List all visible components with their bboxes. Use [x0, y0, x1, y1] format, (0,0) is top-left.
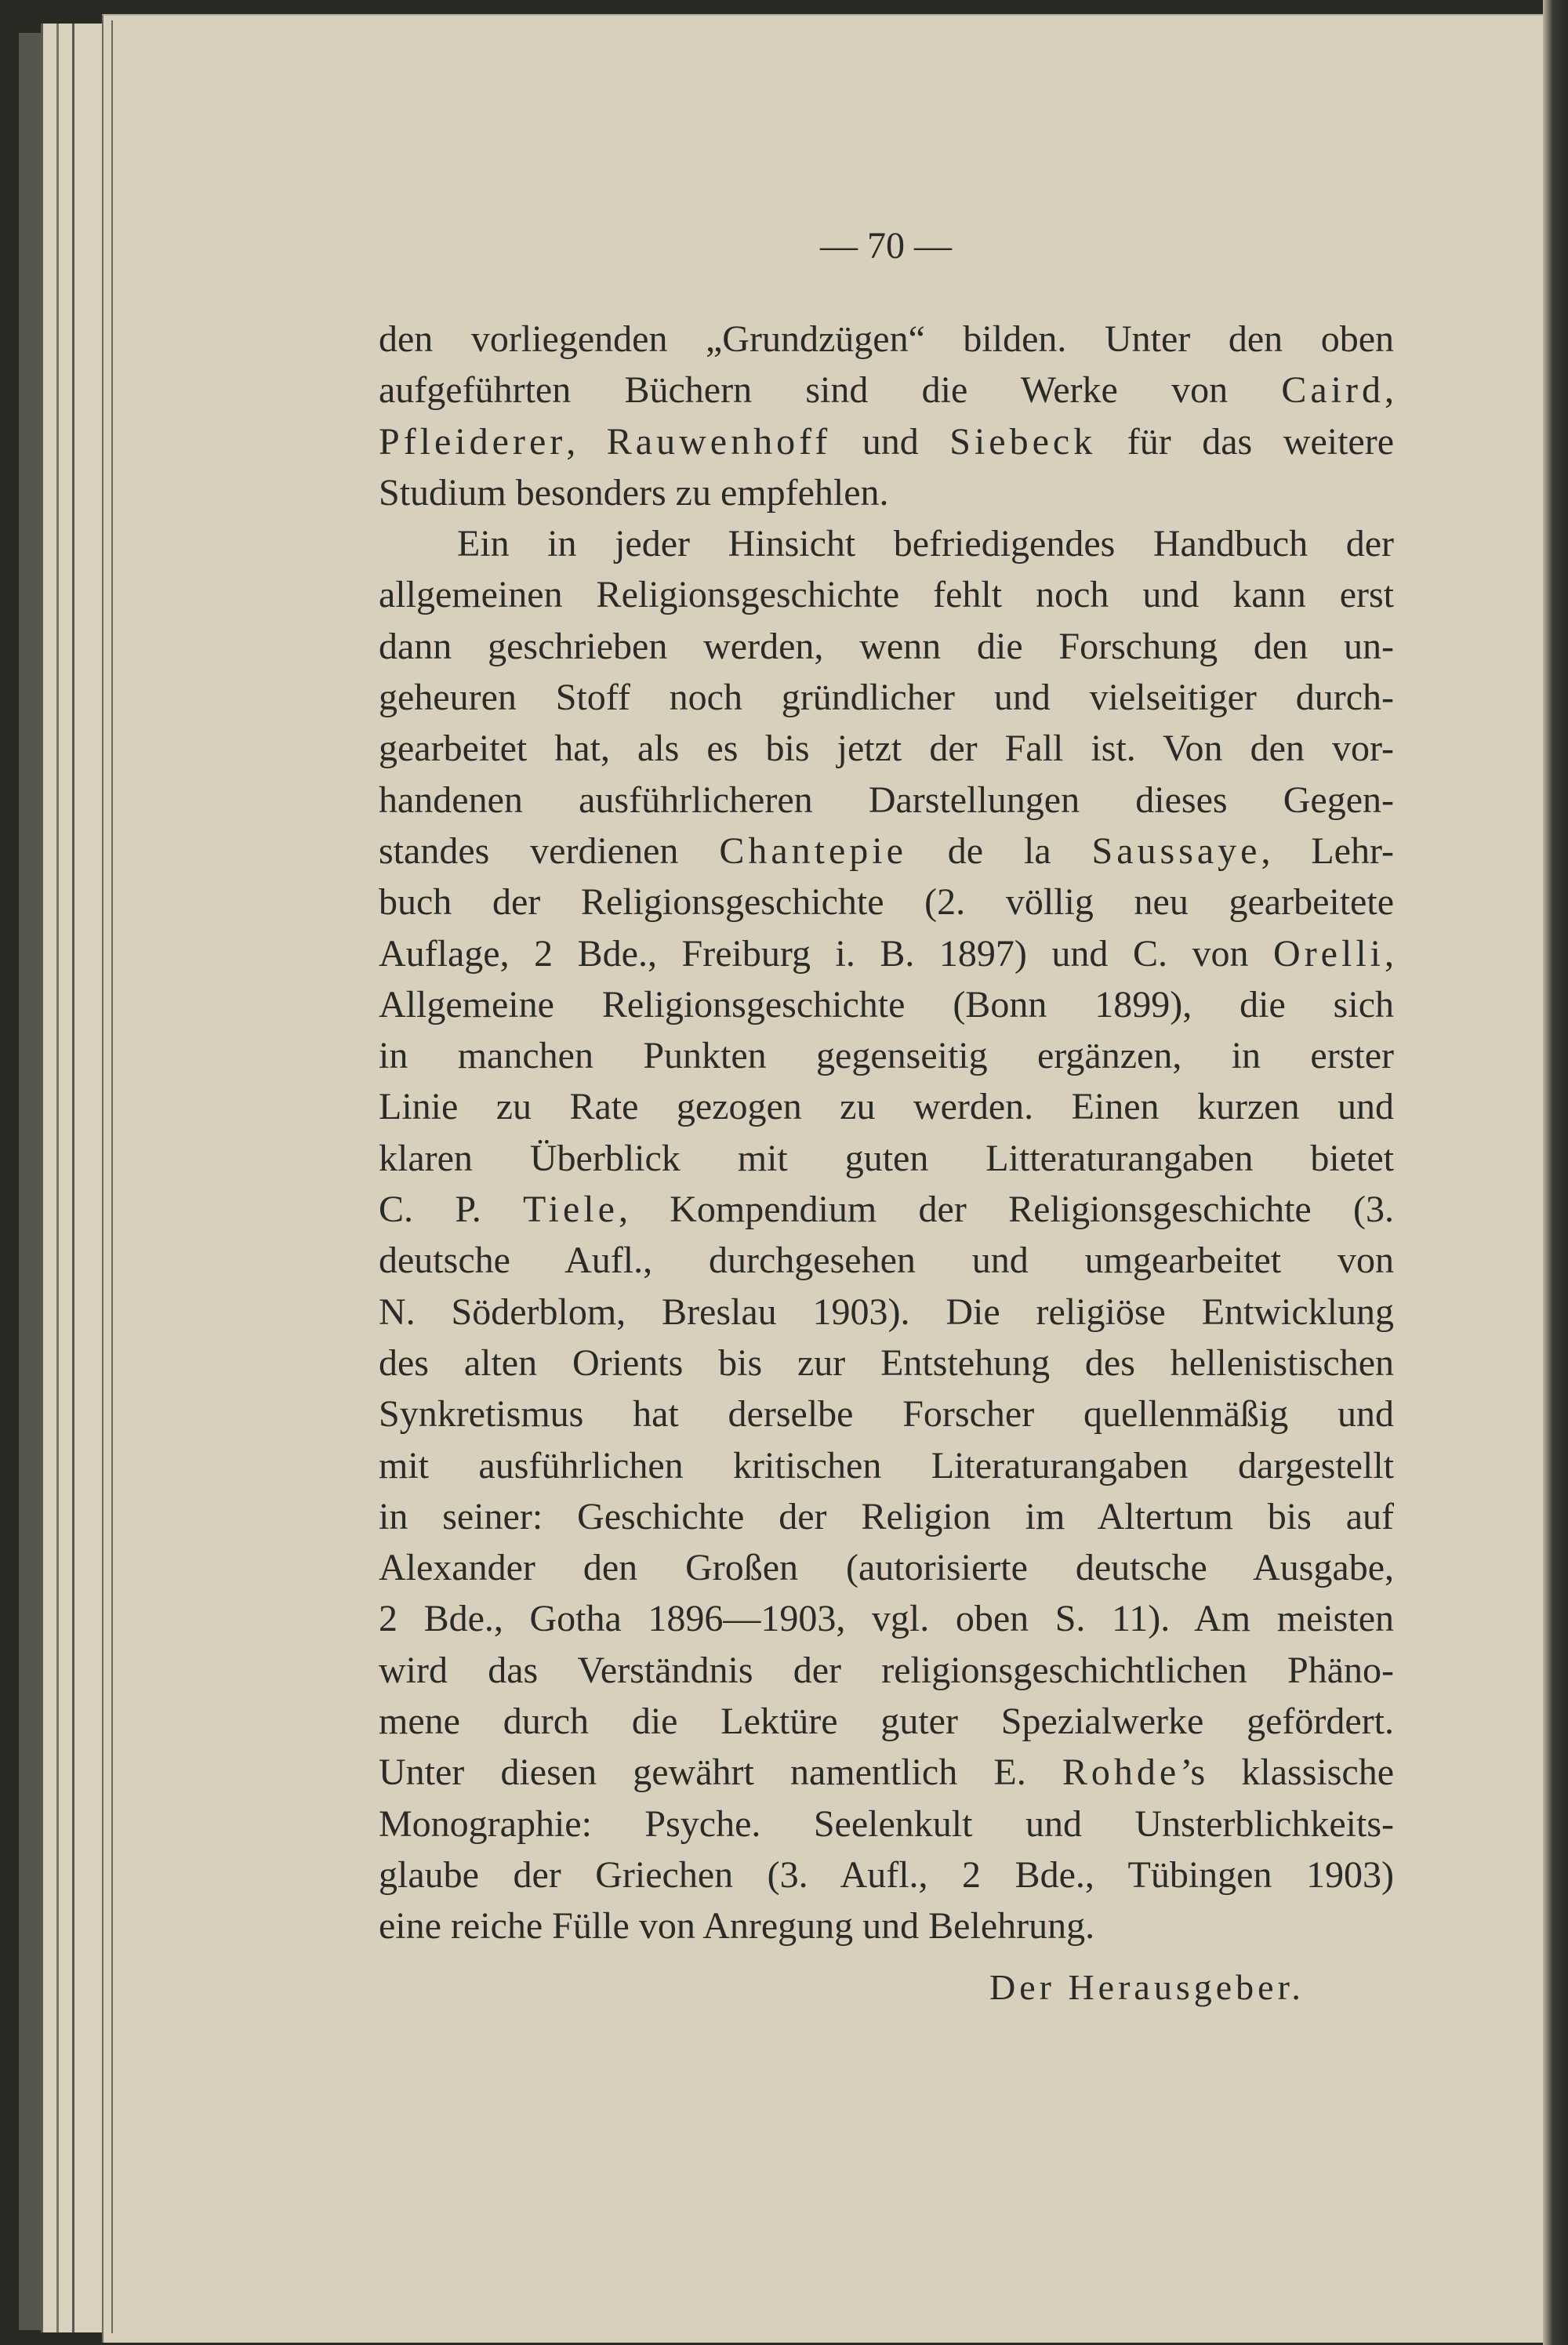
text-line: [379, 314, 1394, 365]
text-segment: gearbeitet hat, als es bis jetzt der Fall ist. Von den vor-: [379, 728, 1394, 770]
text-line: [379, 1440, 1394, 1491]
text-segment: eine reiche Fülle von Anregung und Belehrung.: [379, 1905, 1095, 1948]
text-segment: C. P.: [379, 1189, 524, 1231]
text-line: [379, 928, 1394, 979]
text-line: [379, 569, 1394, 620]
text-segment: Ein in jeder Hinsicht befriedigendes Handbuch der: [457, 523, 1394, 565]
page-edge: [111, 20, 113, 2333]
text-line: [379, 1593, 1394, 1644]
text-line: [379, 621, 1394, 672]
text-segment: , Kompendium der Religionsgeschichte (3.: [618, 1189, 1395, 1231]
text-segment: Studium besonders zu empfehlen.: [379, 471, 889, 514]
text-line: [379, 1235, 1394, 1286]
spaced-name: Chantepie: [719, 829, 907, 872]
spaced-name: Pfleiderer: [379, 420, 567, 463]
text-segment: Auflage, 2 Bde., Freiburg i. B. 1897) und C. von: [379, 932, 1274, 975]
text-segment: Alexander den Großen (autorisierte deutsche Ausgabe,: [379, 1547, 1394, 1589]
text-segment: mit ausführlichen kritischen Literaturangaben dargestellt: [379, 1444, 1394, 1486]
text-segment: wird das Verständnis der religionsgeschichtlichen Phäno-: [379, 1649, 1394, 1691]
text-line: [379, 1184, 1394, 1235]
text-segment: Unter diesen gewährt namentlich E.: [379, 1751, 1062, 1794]
spaced-name: Rohde: [1062, 1751, 1181, 1794]
text-segment: des alten Orients bis zur Entstehung des hellenistischen: [379, 1341, 1394, 1384]
text-segment: Synkretismus hat derselbe Forscher quellenmäßig und: [379, 1393, 1394, 1436]
text-line: [379, 1338, 1394, 1388]
text-segment: Linie zu Rate gezogen zu werden. Einen kurzen und: [379, 1086, 1394, 1128]
text-line: [379, 1030, 1394, 1081]
text-segment: aufgeführten Büchern sind die Werke von: [379, 369, 1282, 412]
text-line: [379, 1081, 1394, 1132]
text-line: [379, 1388, 1394, 1439]
page-gutter-shadow: [1543, 0, 1568, 2345]
text-segment: klaren Überblick mit guten Litteraturangaben bietet: [379, 1137, 1394, 1179]
spaced-name: Siebeck: [949, 420, 1097, 463]
text-segment: den vorliegenden „Grundzügen“ bilden. Unter den oben: [379, 318, 1394, 360]
text-line: [379, 1900, 1394, 1951]
text-segment: N. Söderblom, Breslau 1903). Die religiöse Entwicklung: [379, 1290, 1394, 1333]
text-line: [379, 1491, 1394, 1542]
text-line: [379, 723, 1394, 774]
text-line: [379, 775, 1394, 826]
text-segment: buch der Religionsgeschichte (2. völlig neu gearbeitete: [379, 881, 1394, 924]
text-segment: deutsche Aufl., durchgesehen und umgearbeitet von: [379, 1240, 1394, 1282]
spaced-name: Rauwenhoff: [606, 420, 832, 463]
text-line: [379, 1645, 1394, 1696]
text-line: [379, 979, 1394, 1030]
text-segment: glaube der Griechen (3. Aufl., 2 Bde., Tübingen 1903): [379, 1853, 1394, 1896]
text-line: [379, 365, 1394, 416]
text-line: [379, 467, 1394, 518]
spaced-name: Saussaye: [1091, 829, 1261, 872]
text-segment: geheuren Stoff noch gründlicher und vielseitiger durch-: [379, 677, 1394, 719]
page-number: — 70 —: [820, 225, 952, 267]
text-segment: ’s klassische: [1180, 1751, 1394, 1794]
text-line: [379, 1747, 1394, 1798]
spaced-name: Tiele: [523, 1189, 619, 1231]
text-segment: für das weitere: [1096, 420, 1395, 463]
text-line: [379, 416, 1394, 467]
text-line: [379, 1287, 1394, 1338]
text-segment: , Lehr-: [1261, 829, 1394, 872]
text-segment: ,: [566, 420, 607, 463]
text-segment: und: [831, 420, 950, 463]
text-segment: ,: [1385, 369, 1394, 412]
text-line: [379, 1799, 1394, 1850]
text-segment: de la: [906, 829, 1092, 872]
text-segment: Allgemeine Religionsgeschichte (Bonn 1899), die sich: [379, 983, 1394, 1025]
text-segment: 2 Bde., Gotha 1896—1903, vgl. oben S. 11). Am meisten: [379, 1598, 1394, 1640]
text-segment: Monographie: Psyche. Seelenkult und Unsterblichkeits-: [379, 1802, 1394, 1845]
text-line: [379, 518, 1394, 569]
text-segment: allgemeinen Religionsgeschichte fehlt noch und kann erst: [379, 574, 1394, 616]
text-segment: handenen ausführlicheren Darstellungen dieses Gegen-: [379, 779, 1394, 821]
text-line: [379, 1850, 1394, 1900]
text-segment: ,: [1385, 932, 1394, 975]
spaced-name: Orelli: [1273, 932, 1385, 975]
signature: Der Herausgeber.: [989, 1967, 1305, 2007]
text-segment: in seiner: Geschichte der Religion im Altertum bis auf: [379, 1495, 1394, 1537]
spaced-name: Caird: [1281, 369, 1385, 412]
text-line: [379, 826, 1394, 877]
text-segment: dann geschrieben werden, wenn die Forschung den un-: [379, 625, 1394, 667]
body-text: [379, 314, 1394, 1952]
text-segment: standes verdienen: [379, 829, 720, 872]
text-line: [379, 672, 1394, 723]
book-spine: [19, 33, 43, 2330]
text-line: [379, 877, 1394, 927]
text-line: [379, 1696, 1394, 1747]
text-segment: in manchen Punkten gegenseitig ergänzen, in erster: [379, 1035, 1394, 1077]
text-line: [379, 1133, 1394, 1184]
text-segment: mene durch die Lektüre guter Spezialwerke gefördert.: [379, 1701, 1394, 1743]
text-line: [379, 1542, 1394, 1593]
